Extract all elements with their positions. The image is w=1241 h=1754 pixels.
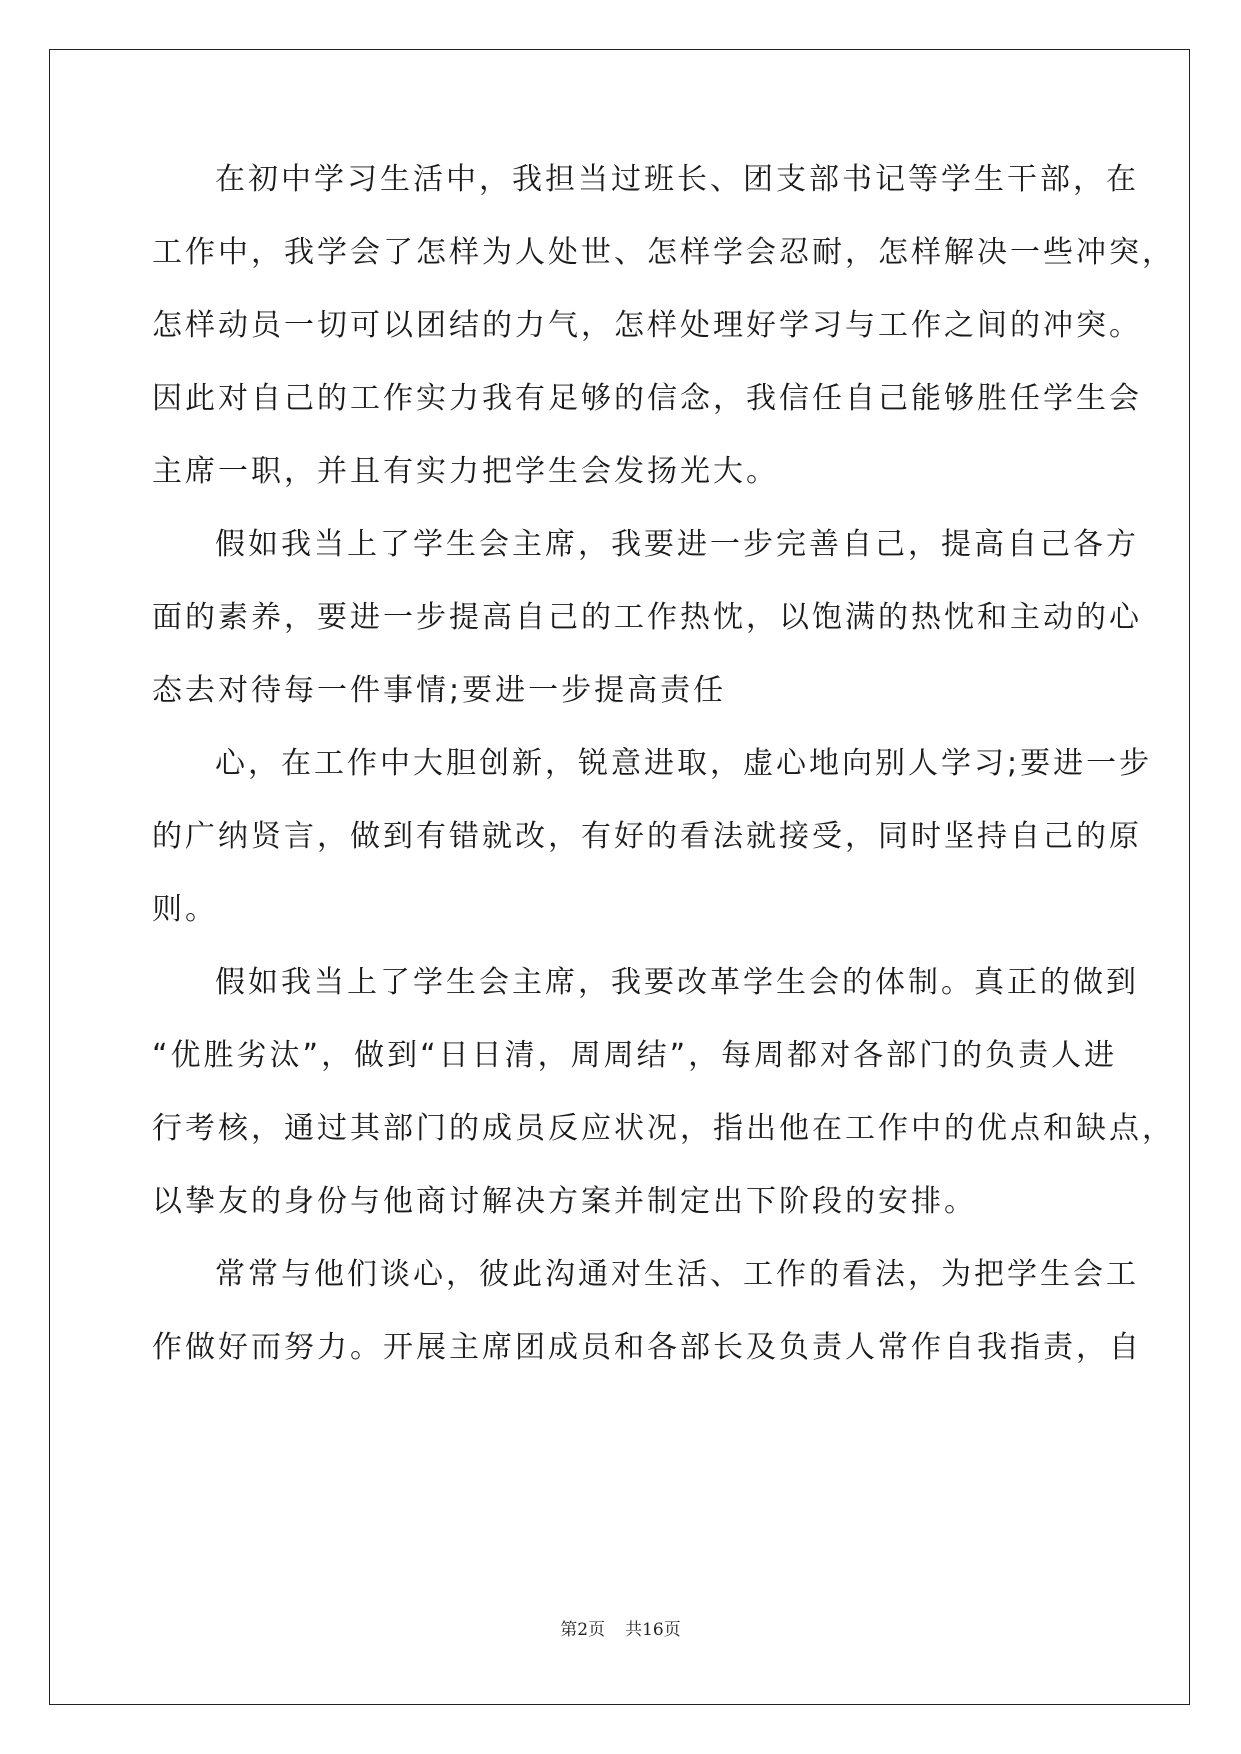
text-line: 常常与他们谈心，彼此沟通对生活、工作的看法，为把学生会工 bbox=[215, 1257, 1139, 1292]
page-number: 第2页 bbox=[560, 1620, 606, 1640]
text-line: 行考核，通过其部门的成员反应状况，指出他在工作中的优点和缺点， bbox=[152, 1111, 1175, 1146]
text-line: 以挚友的身份与他商讨解决方案并制定出下阶段的安排。 bbox=[152, 1184, 977, 1219]
text-line: 主席一职，并且有实力把学生会发扬光大。 bbox=[152, 454, 779, 489]
text-line: “优胜劣汰”，做到“日日清，周周结”，每周都对各部门的负责人进 bbox=[152, 1038, 1118, 1073]
text-line: 的广纳贤言，做到有错就改，有好的看法就接受，同时坚持自己的原 bbox=[152, 819, 1142, 854]
text-line: 假如我当上了学生会主席，我要改革学生会的体制。真正的做到 bbox=[215, 965, 1139, 1000]
text-line: 工作中，我学会了怎样为人处世、怎样学会忍耐，怎样解决一些冲突， bbox=[152, 235, 1175, 270]
page-total: 共16页 bbox=[625, 1620, 681, 1640]
text-line: 在初中学习生活中，我担当过班长、团支部书记等学生干部，在 bbox=[215, 162, 1139, 197]
text-line: 则。 bbox=[152, 892, 218, 927]
text-line: 态去对待每一件事情;要进一步提高责任 bbox=[152, 673, 727, 708]
text-line: 怎样动员一切可以团结的力气，怎样处理好学习与工作之间的冲突。 bbox=[152, 308, 1142, 343]
text-line: 作做好而努力。开展主席团成员和各部长及负责人常作自我指责，自 bbox=[152, 1330, 1142, 1365]
text-line: 假如我当上了学生会主席，我要进一步完善自己，提高自己各方 bbox=[215, 527, 1139, 562]
text-line: 面的素养，要进一步提高自己的工作热忱，以饱满的热忱和主动的心 bbox=[152, 600, 1142, 635]
text-line: 因此对自己的工作实力我有足够的信念，我信任自己能够胜任学生会 bbox=[152, 381, 1142, 416]
page-border bbox=[49, 49, 1190, 1705]
text-line: 心，在工作中大胆创新，锐意进取，虚心地向别人学习;要进一步 bbox=[215, 746, 1153, 781]
page-footer bbox=[0, 1615, 1241, 1640]
